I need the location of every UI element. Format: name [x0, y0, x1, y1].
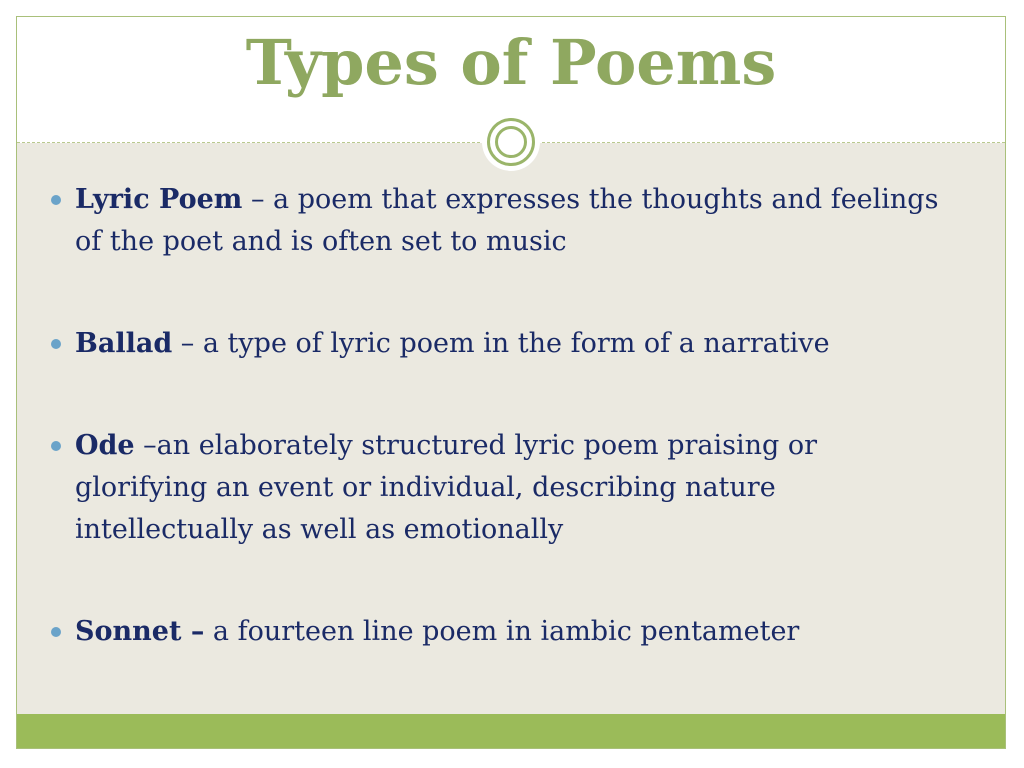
slide — [16, 16, 1006, 749]
definition: a type of lyric poem in the form of a narrative — [202, 328, 830, 359]
slide-title: Types of Poems — [245, 26, 777, 99]
bullet-list — [47, 179, 957, 653]
term-sonnet: Sonnet – — [75, 616, 205, 647]
term-lyric-poem: Lyric Poem — [75, 184, 243, 215]
definition: a poem that expresses the thoughts and feelings of the poet and is often set to music — [75, 184, 939, 257]
separator: – — [242, 184, 274, 215]
round-bullet-icon — [51, 627, 61, 637]
bottom-accent-bar — [17, 714, 1005, 748]
separator: – — [172, 328, 203, 359]
list-item — [47, 179, 957, 263]
ornament-outer-ring — [487, 118, 535, 166]
ornament-inner-ring — [495, 126, 527, 158]
double-circle-ornament-icon — [482, 113, 540, 171]
definition: a fourteen line poem in iambic pentameter — [212, 616, 800, 647]
list-item — [47, 611, 957, 653]
list-item — [47, 323, 957, 365]
round-bullet-icon — [51, 195, 61, 205]
term-ode: Ode — [75, 430, 135, 461]
term-ballad: Ballad — [75, 328, 173, 359]
round-bullet-icon — [51, 441, 61, 451]
separator: – — [134, 430, 157, 461]
list-item — [47, 425, 957, 551]
separator — [204, 616, 213, 647]
round-bullet-icon — [51, 339, 61, 349]
definition: an elaborately structured lyric poem praising or glorifying an event or individual, describing nature intellectually as well as emotionally — [75, 430, 818, 545]
